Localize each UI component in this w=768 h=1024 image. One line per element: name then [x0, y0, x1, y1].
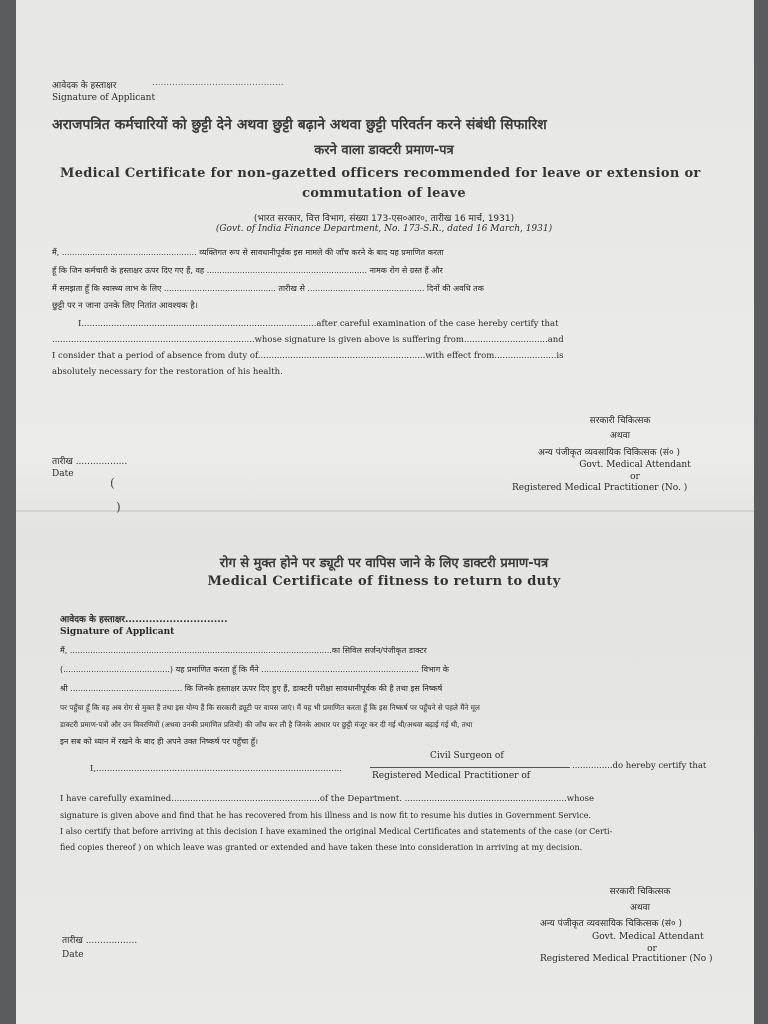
- applicant-signature-label-en: Signature of Applicant: [60, 627, 175, 637]
- official-signature-hi-3: अन्य पंजीकृत व्यवसायिक चिकित्सक (सं० ): [540, 919, 683, 929]
- official-signature-hi-1: सरकारी चिकित्सक: [609, 887, 671, 897]
- official-signature-en-1: Govt. Medical Attendant: [592, 932, 704, 942]
- date-label-en: Date: [52, 469, 74, 479]
- hindi-paragraph-line: श्री ............................................ कि जिनके हस्ताक्षर ऊपर दिए हुए हैं, डाक्टरी परीक्षा सावधानीपूर्वक की है तथा इस निष्कर्ष: [60, 684, 443, 693]
- official-signature-hi-2: अथवा: [610, 431, 630, 441]
- applicant-signature-label-hi: आवेदक के हस्ताक्षर..............................: [60, 615, 228, 625]
- english-paragraph-line: signature is given above and find that he has recovered from his illness and is now fit to resume his duties in Government Service.: [60, 811, 591, 820]
- hindi-paragraph-line: हूँ कि जिन कर्मचारी के हस्ताक्षर ऊपर दिए गए हैं, वह ............................................................... नामक रोग से ग्रस्त हैं और: [52, 266, 443, 275]
- certificate-title-en-2: commutation of leave: [302, 186, 466, 201]
- fitness-title-hi: रोग से मुक्त होने पर ड्यूटी पर वापिस जाने के लिए डाक्टरी प्रमाण-पत्र: [219, 556, 549, 571]
- hindi-paragraph-line: डाक्टरी प्रमाण-पत्रों और उन विवरणियों (अथवा उनकी प्रमाणित प्रतियों) की जाँच कर ली है जिनके आधार पर छुट्टी मंजूर कर दी गई थी/अथवा बढ़ाई गई थी, तथा: [60, 720, 473, 729]
- english-paragraph-line: I consider that a period of absence from duty of..............................................................with effect from.......................is: [52, 351, 564, 361]
- official-signature-en-2: or: [647, 944, 657, 954]
- english-paragraph-line: I,...........................................................................................: [90, 764, 342, 774]
- hindi-paragraph-line: पर पहुँचा हूँ कि वह अब रोग से मुक्त हैं तथा इस योग्य हैं कि सरकारी ड्यूटी पर वापस जाएं। मैं यह भी प्रमाणित करता हूँ कि इस निष्कर्ष पर पहुँचने से पहले मैंने मूल: [60, 703, 480, 712]
- date-label-en: Date: [62, 950, 84, 960]
- english-paragraph-line: I.......................................................................................after careful examination of the case hereby certify that: [78, 319, 559, 329]
- official-signature-en-3: Registered Medical Practitioner (No. ): [512, 483, 688, 493]
- official-signature-hi-1: सरकारी चिकित्सक: [589, 416, 651, 426]
- applicant-signature-dots: ..............................................: [152, 78, 284, 88]
- fitness-title-en: Medical Certificate of fitness to return to duty: [207, 574, 561, 589]
- english-paragraph-line: I also certify that before arriving at this decision I have examined the original Medical Certificates and statements of the case (or Certi-: [60, 827, 613, 836]
- english-paragraph-line: I have carefully examined.......................................................of the Department. ............................................................whose: [60, 794, 595, 804]
- civil-surgeon-label: Civil Surgeon of: [430, 751, 504, 761]
- certificate-title-hi-2: करने वाला डाक्टरी प्रमाण-पत्र: [314, 143, 454, 158]
- hindi-paragraph-line: छुट्टी पर न जाना उनके लिए नितांत आवश्यक है।: [52, 301, 198, 311]
- certificate-title-hi-1: अराजपत्रित कर्मचारियों को छुट्टी देने अथवा छुट्टी बढ़ाने अथवा छुट्टी परिवर्तन करने संबंधी सिफारिश: [52, 117, 547, 133]
- pen-mark: ): [116, 500, 121, 514]
- date-label-hi: तारीख ..................: [52, 457, 128, 467]
- applicant-signature-label-en: Signature of Applicant: [52, 93, 156, 103]
- official-signature-en-1: Govt. Medical Attendant: [579, 460, 691, 470]
- official-signature-en-3: Registered Medical Practitioner (No ): [540, 954, 713, 964]
- english-paragraph-line: ...............do hereby certify that: [572, 761, 707, 771]
- reference-en: (Govt. of India Finance Department, No. 173-S.R., dated 16 March, 1931): [215, 224, 553, 234]
- pen-mark: (: [110, 476, 115, 490]
- english-paragraph-line: fied copies thereof ) on which leave was granted or extended and have taken these into consideration in arriving at my decision.: [60, 843, 583, 852]
- hindi-paragraph-line: मैं समझता हूँ कि स्वास्थ्य लाभ के लिए ............................................ तारीख से .............................................. दिनों की अवधि तक: [52, 284, 484, 293]
- applicant-signature-label-hi: आवेदक के हस्ताक्षर: [52, 81, 117, 91]
- english-paragraph-line: absolutely necessary for the restoration of his health.: [52, 367, 283, 377]
- page-fold: [16, 510, 754, 512]
- hindi-paragraph-line: मैं, .......................................................................................................का सिविल सर्जन/पंजीकृत डाक्टर: [60, 646, 427, 655]
- registered-practitioner-label: Registered Medical Practitioner of: [372, 771, 531, 781]
- english-paragraph-line: ...........................................................................whose signature is given above is suffering from...............................and: [52, 335, 564, 345]
- official-signature-hi-3: अन्य पंजीकृत व्यवसायिक चिकित्सक (सं० ): [538, 448, 681, 458]
- hindi-paragraph-line: (..........................................) यह प्रमाणित करता हूँ कि मैंने .............................................................. विभाग के: [60, 665, 449, 674]
- reference-hi: (भारत सरकार, वित्त विभाग, संख्या 173-एस०आर०, तारीख 16 मार्च, 1931): [253, 214, 515, 224]
- official-signature-en-2: or: [630, 472, 640, 482]
- official-signature-hi-2: अथवा: [630, 903, 650, 913]
- date-label-hi: तारीख ..................: [62, 936, 138, 946]
- option-divider-line: [370, 767, 570, 768]
- certificate-title-en-1: Medical Certificate for non-gazetted officers recommended for leave or extension or: [60, 166, 701, 181]
- hindi-paragraph-line: इन सब को ध्यान में रखने के बाद ही अपने उक्त निष्कर्ष पर पहुँचा हूँ।: [60, 737, 259, 746]
- hindi-paragraph-line: मैं, ..................................................... व्यक्तिगत रूप से सावधानीपूर्वक इस मामले की जाँच करने के बाद यह प्रमाणित करता: [52, 248, 444, 257]
